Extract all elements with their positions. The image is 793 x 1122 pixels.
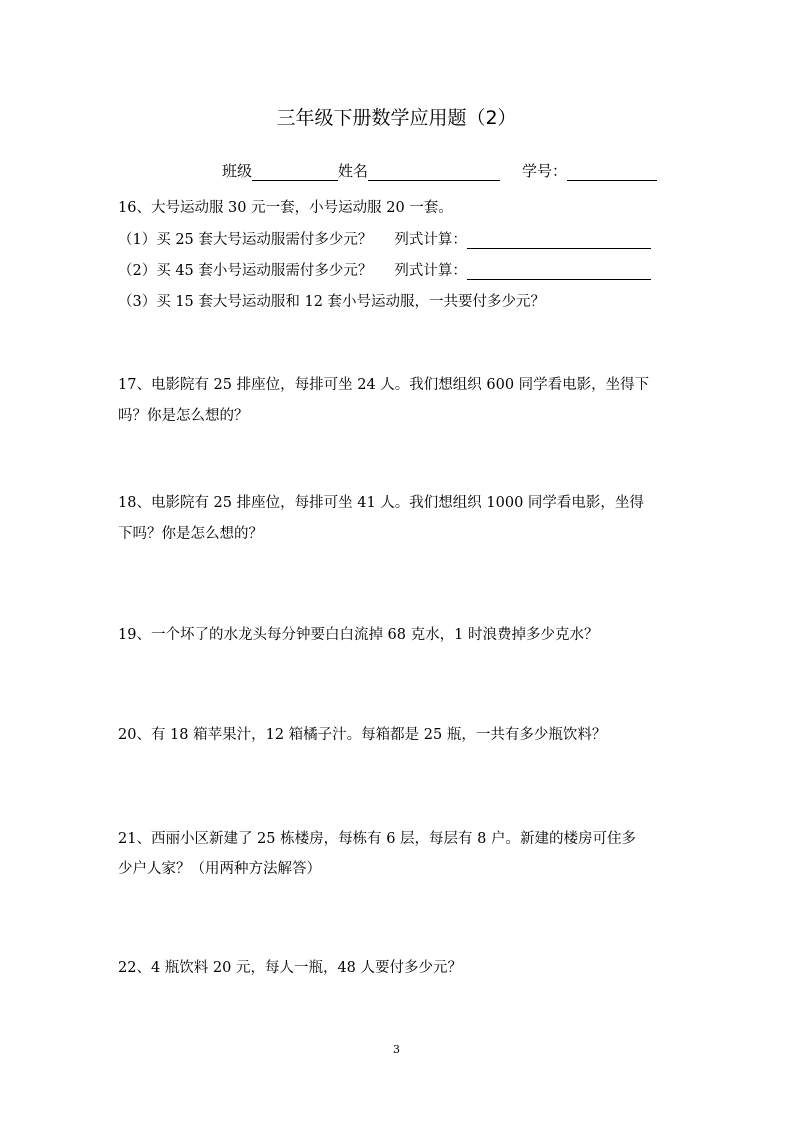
q21-line1: 21、西丽小区新建了 25 栋楼房，每栋有 6 层，每层有 8 户。新建的楼房可住多 [118, 831, 637, 847]
q16-part2-answer-line[interactable] [467, 263, 651, 280]
q16-part1 [118, 228, 651, 249]
page-title: 三年级下册数学应用题（2） [276, 107, 517, 129]
q17-line1: 17、电影院有 25 排座位，每排可坐 24 人。我们想组织 600 同学看电影，坐得下 [118, 377, 650, 393]
q18-line1: 18、电影院有 25 排座位，每排可坐 41 人。我们想组织 1000 同学看电影，坐得 [118, 495, 644, 511]
class-label: 班级 [222, 162, 253, 180]
page-number: 3 [393, 1043, 400, 1056]
name-label: 姓名 [338, 162, 369, 180]
q18-line2: 下吗？你是怎么想的？ [118, 526, 263, 542]
q16-part2 [118, 259, 651, 280]
q16-part2-text: （2）买 45 套小号运动服需付多少元？ [118, 263, 373, 279]
q16-part3: （3）买 15 套大号运动服和 12 套小号运动服，一共要付多少元？ [118, 294, 546, 310]
student-info-row [222, 160, 657, 181]
q17-line2: 吗？你是怎么想的？ [118, 408, 249, 424]
q21-line2: 少户人家？（用两种方法解答） [118, 861, 321, 877]
q16-part1-answer-line[interactable] [467, 232, 651, 249]
q16-part2-calc-label: 列式计算： [394, 263, 467, 279]
student-id-blank[interactable] [567, 163, 657, 181]
q20-line1: 20、有 18 箱苹果汁，12 箱橘子汁。每箱都是 25 瓶，一共有多少瓶饮料？ [118, 727, 607, 743]
student-id-label: 学号： [522, 162, 568, 180]
q16-part1-text: （1）买 25 套大号运动服需付多少元？ [118, 232, 373, 248]
name-blank[interactable] [368, 163, 500, 181]
class-blank[interactable] [252, 163, 338, 181]
q16-part1-calc-label: 列式计算： [394, 232, 467, 248]
q16-stem: 16、大号运动服 30 元一套，小号运动服 20 一套。 [118, 200, 453, 216]
q22-line1: 22、4 瓶饮料 20 元，每人一瓶，48 人要付多少元？ [118, 960, 463, 976]
q19-line1: 19、一个坏了的水龙头每分钟要白白流掉 68 克水，1 时浪费掉多少克水？ [118, 627, 599, 643]
